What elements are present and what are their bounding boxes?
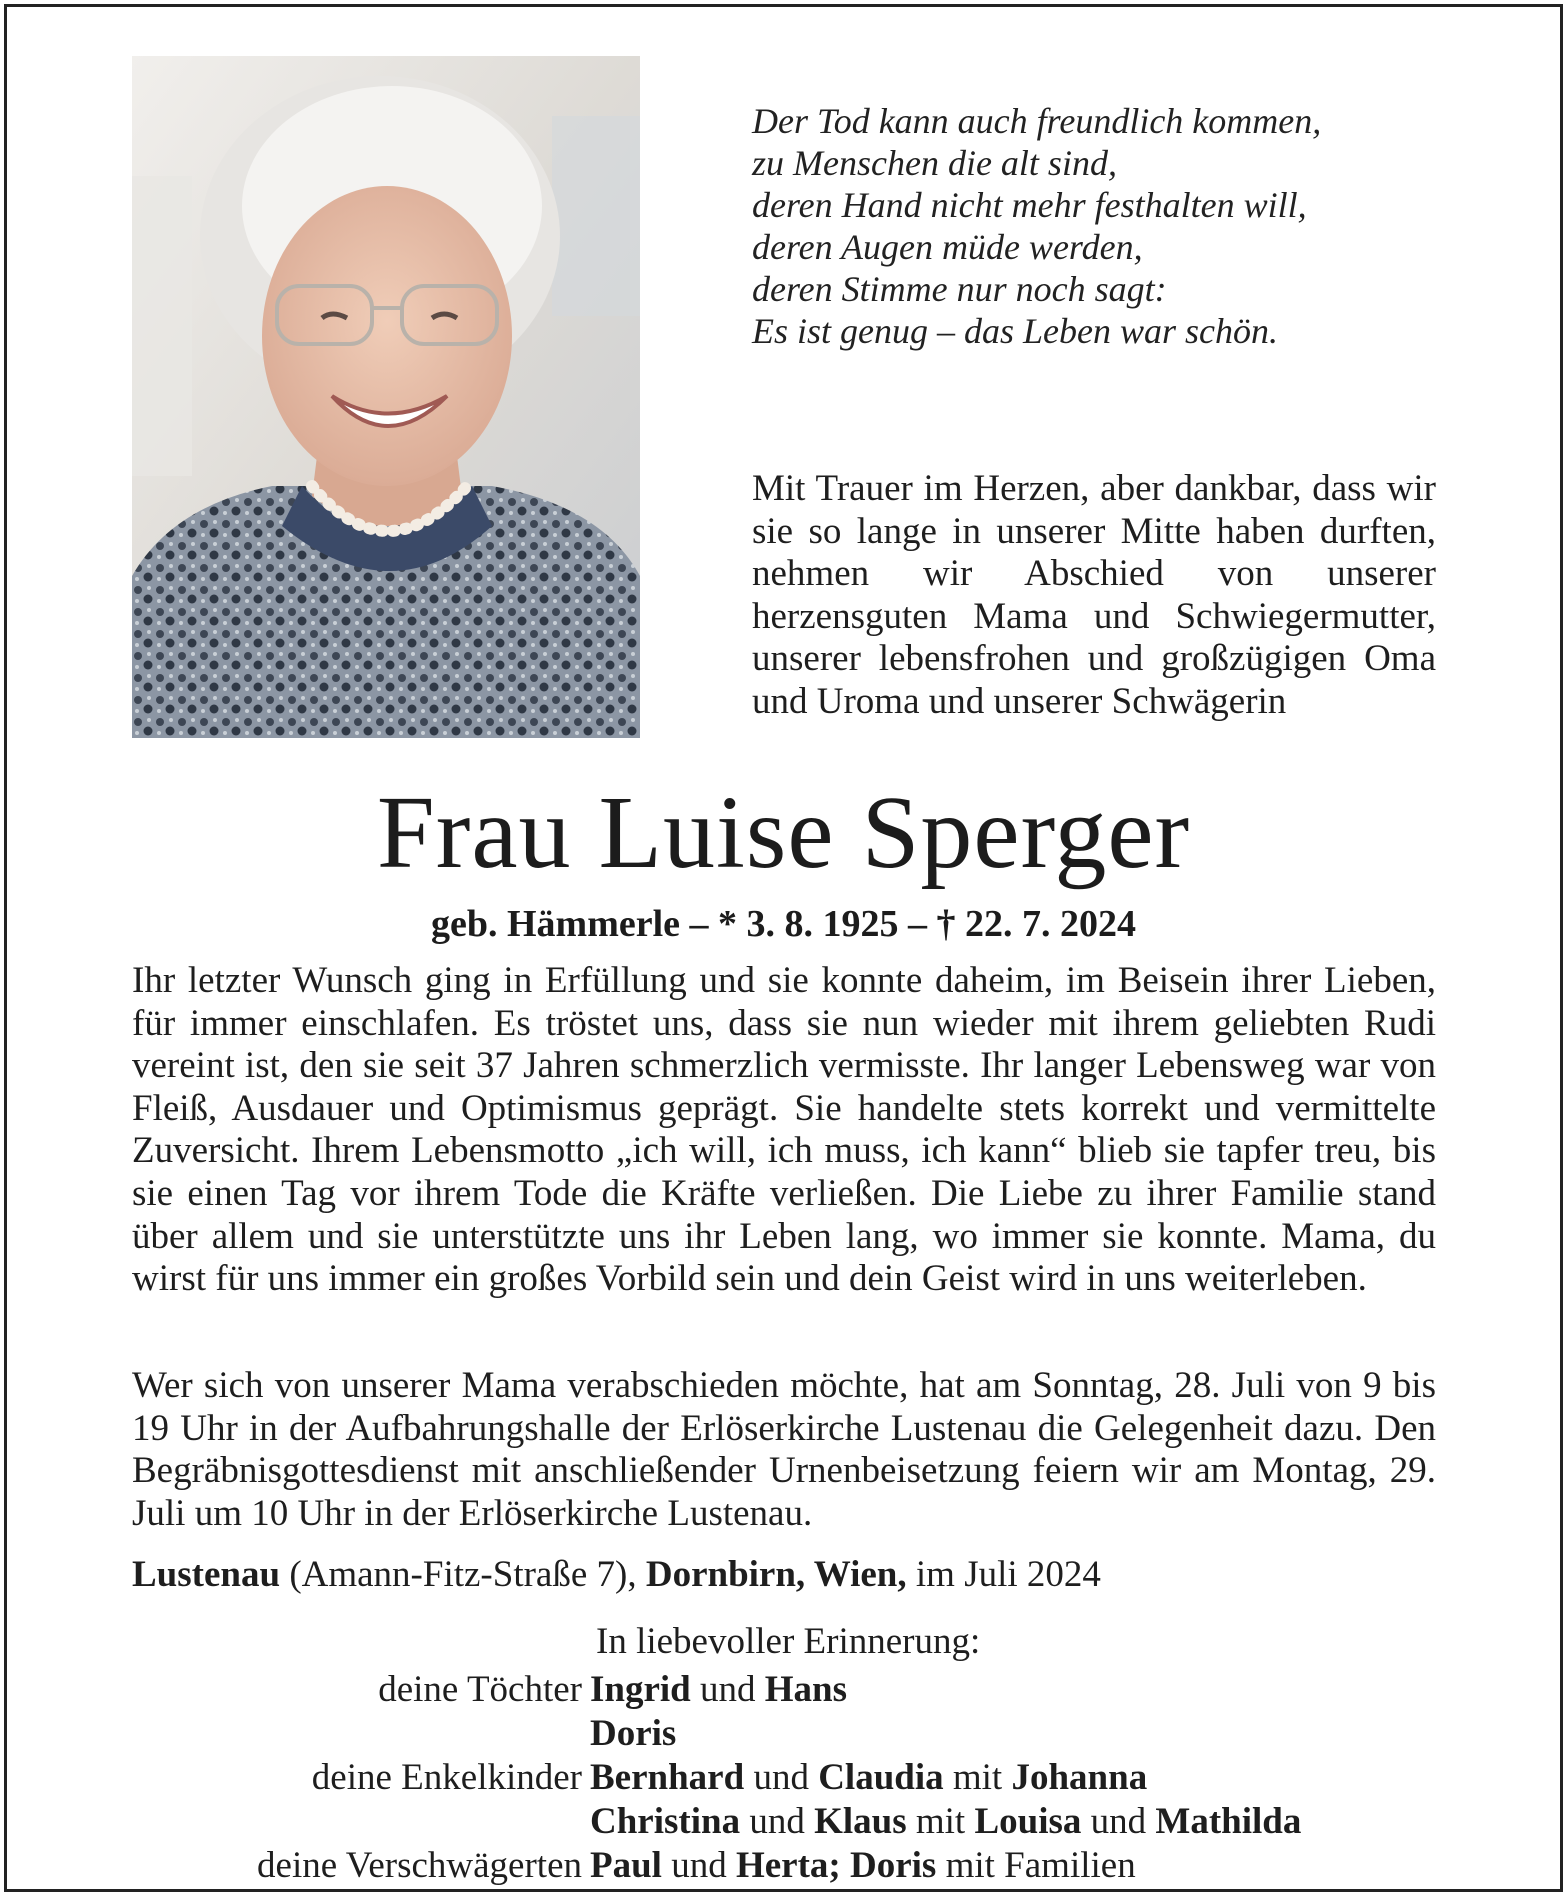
birth-death-dates: geb. Hämmerle – * 3. 8. 1925 – † 22. 7. 2024 [430, 903, 1137, 945]
signer-name: Doris [850, 1845, 937, 1886]
poem-line: zu Menschen die alt sind, [752, 143, 1117, 183]
signer-row [0, 1800, 1567, 1844]
portrait-photo [132, 56, 640, 738]
signer-names [590, 1800, 1301, 1844]
funeral-info-paragraph: Wer sich von unserer Mama verabschieden möchte, hat am Sonntag, 28. Juli von 9 bis 19 Uhr in der Aufbahrungshalle der Erlöserkirche Lustenau die Gelegenheit dazu. Den Begräbnisgottesdienst mit anschließender Urnenbeisetzung feiern wir am Montag, 29. Juli um 10 Uhr in der Erlöserkirche Lustenau. [132, 1365, 1436, 1534]
signer-conj: und [749, 1801, 805, 1842]
signer-relation: deine Töchter [378, 1669, 582, 1710]
signer-conj: mit [952, 1757, 1003, 1798]
poem-line: deren Hand nicht mehr festhalten will, [752, 185, 1307, 225]
signer-name: Klaus [814, 1801, 907, 1842]
signer-conj: und [671, 1845, 727, 1886]
poem-line: Es ist genug – das Leben war schön. [752, 311, 1278, 351]
signer-row [0, 1668, 1567, 1712]
signer-name: Bernhard [590, 1757, 745, 1798]
place-line [132, 1553, 1436, 1597]
signer-names [590, 1668, 847, 1712]
signers-list [0, 1668, 1567, 1888]
portrait-image [132, 56, 640, 738]
signer-name: Ingrid [590, 1669, 691, 1710]
obituary-paragraph: Ihr letzter Wunsch ging in Erfüllung und sie konnte daheim, im Beisein ihrer Lieben, für immer einschlafen. Es tröstet uns, dass sie nun wieder mit ihrem geliebten Rudi vereint ist, den sie seit 37 Jahren schmerzlich vermisste. Ihr langer Lebensweg war von Fleiß, Ausdauer und Optimismus geprägt. Sie handelte stets korrekt und vermittelte Zuversicht. Ihrem Lebensmotto „ich will, ich muss, ich kann“ blieb sie tapfer treu, bis sie einen Tag vor ihrem Tode die Kräfte verließen. Die Liebe zu ihrer Familie stand über allem und sie unterstützte uns ihr Leben lang, wo immer sie konnte. Mama, du wirst für uns immer ein großes Vorbild sein und dein Geist wird in uns weiterleben. [132, 960, 1436, 1300]
intro-paragraph: Mit Trauer im Herzen, aber dankbar, dass wir sie so lange in unserer Mitte haben durften, nehmen wir Abschied von unserer herzensguten Mama und Schwiegermutter, unserer lebensfrohen und großzügigen Oma und Uroma und unserer Schwägerin [752, 468, 1436, 722]
memory-line: In liebevoller Erinnerung: [596, 1621, 981, 1662]
signer-name: Johanna [1011, 1757, 1148, 1798]
signer-relation: deine Enkelkinder [311, 1757, 582, 1798]
place-address: (Amann-Fitz-Straße 7), [289, 1554, 637, 1595]
signer-names [590, 1756, 1147, 1800]
signer-name: Hans [764, 1669, 848, 1710]
signer-relation [0, 1712, 590, 1756]
place-others: Dornbirn, Wien, [645, 1554, 907, 1595]
signer-conj: und [753, 1757, 809, 1798]
deceased-name: Frau Luise Sperger [376, 775, 1191, 890]
place-date: im Juli 2024 [915, 1554, 1101, 1595]
poem-line: Der Tod kann auch freundlich kommen, [752, 101, 1322, 141]
signer-names [590, 1844, 1136, 1888]
signer-conj: mit Familien [945, 1845, 1136, 1886]
poem-line: deren Augen müde werden, [752, 227, 1143, 267]
signer-name: Mathilda [1155, 1801, 1302, 1842]
poem-line: deren Stimme nur noch sagt: [752, 269, 1167, 309]
signer-names [590, 1712, 676, 1756]
signer-name: Herta; [735, 1845, 841, 1886]
signer-relation: deine Verschwägerten [257, 1845, 582, 1886]
signer-name: Claudia [818, 1757, 944, 1798]
signer-name: Christina [590, 1801, 741, 1842]
poem [752, 100, 1452, 352]
place-town: Lustenau [132, 1554, 281, 1595]
signer-row [0, 1712, 1567, 1756]
signer-name: Louisa [974, 1801, 1082, 1842]
signer-name: Paul [590, 1845, 662, 1886]
signer-relation [0, 1800, 590, 1844]
signer-conj: und [700, 1669, 756, 1710]
signer-row [0, 1756, 1567, 1800]
signer-conj: mit [915, 1801, 966, 1842]
signer-row [0, 1844, 1567, 1888]
signer-conj: und [1090, 1801, 1147, 1842]
signer-name: Doris [590, 1713, 677, 1754]
